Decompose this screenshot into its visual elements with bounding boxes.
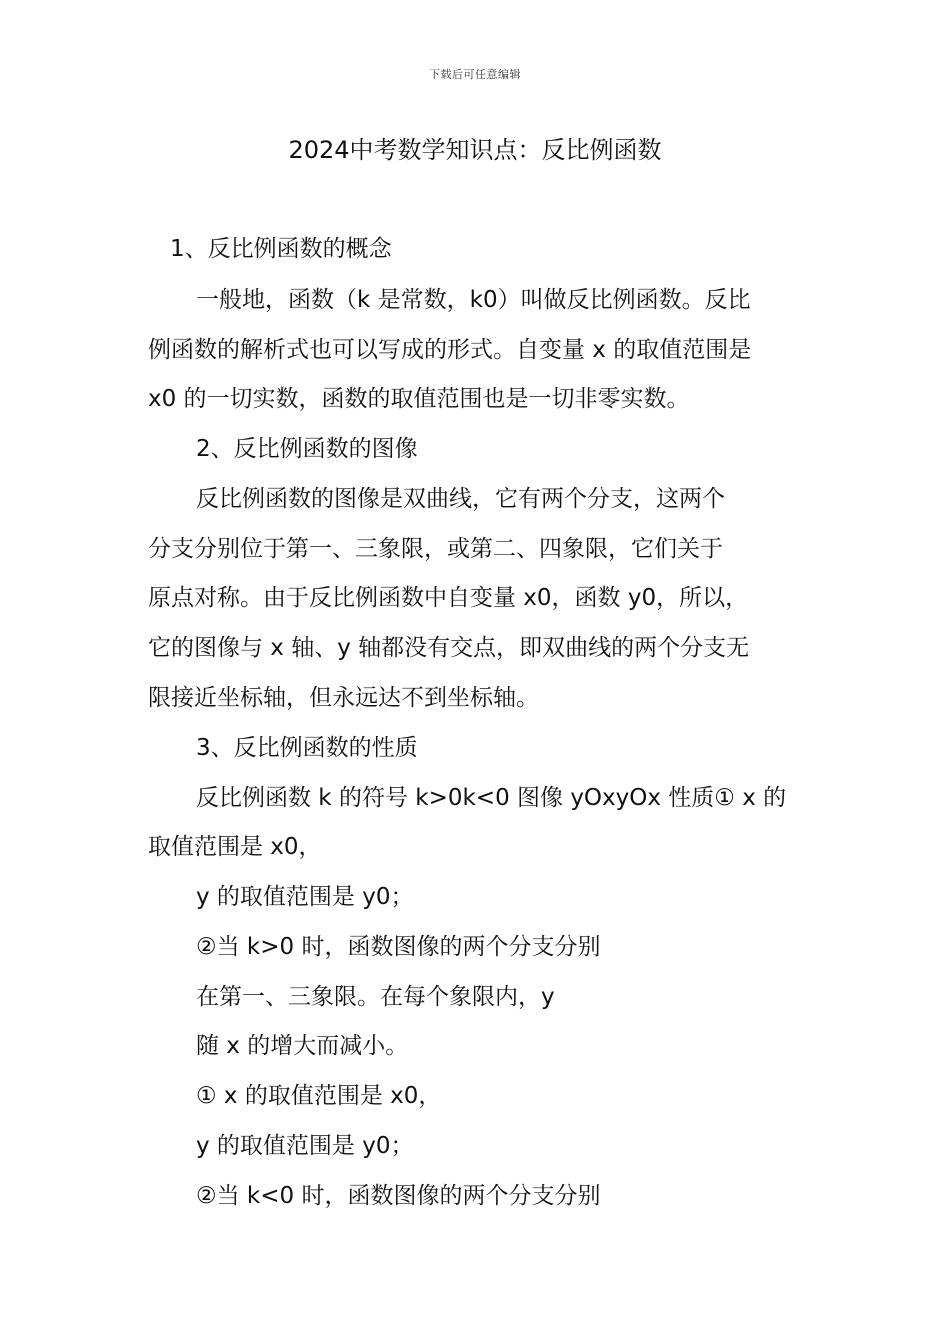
paragraph-line: 限接近坐标轴，但永远达不到坐标轴。 (148, 685, 539, 711)
page-header-note: 下载后可任意编辑 (429, 68, 521, 81)
paragraph-line: 随 x 的增大而减小。 (196, 1033, 409, 1059)
paragraph-line: ① x 的取值范围是 x0， (196, 1083, 442, 1109)
document-title: 2024中考数学知识点：反比例函数 (288, 136, 662, 164)
paragraph-line: 反比例函数的图像是双曲线，它有两个分支，这两个 (196, 486, 725, 512)
paragraph-line: 反比例函数 k 的符号 k>0k<0 图像 yOxyOx 性质① x 的 (196, 785, 787, 811)
paragraph-line: y 的取值范围是 y0； (196, 1133, 414, 1159)
paragraph-line: 原点对称。由于反比例函数中自变量 x0，函数 y0，所以， (148, 585, 749, 611)
paragraph-line: y 的取值范围是 y0； (196, 884, 414, 910)
section-heading-properties: 3、反比例函数的性质 (196, 735, 418, 761)
paragraph-line: ②当 k<0 时，函数图像的两个分支分别 (196, 1183, 601, 1209)
paragraph-line: 一般地，函数（k 是常数，k0）叫做反比例函数。反比 (196, 287, 751, 313)
paragraph-line: 例函数的解析式也可以写成的形式。自变量 x 的取值范围是 (148, 337, 752, 363)
section-heading-graph: 2、反比例函数的图像 (196, 436, 418, 462)
paragraph-line: 分支分别位于第一、三象限，或第二、四象限，它们关于 (148, 536, 723, 562)
paragraph-line: 取值范围是 x0， (148, 834, 322, 860)
paragraph-line: x0 的一切实数，函数的取值范围也是一切非零实数。 (148, 386, 690, 412)
paragraph-line: 它的图像与 x 轴、y 轴都没有交点，即双曲线的两个分支无 (148, 635, 750, 661)
paragraph-line: 在第一、三象限。在每个象限内，y (196, 984, 555, 1010)
paragraph-line: ②当 k>0 时，函数图像的两个分支分别 (196, 934, 601, 960)
section-heading-concept: 1、反比例函数的概念 (170, 236, 392, 262)
